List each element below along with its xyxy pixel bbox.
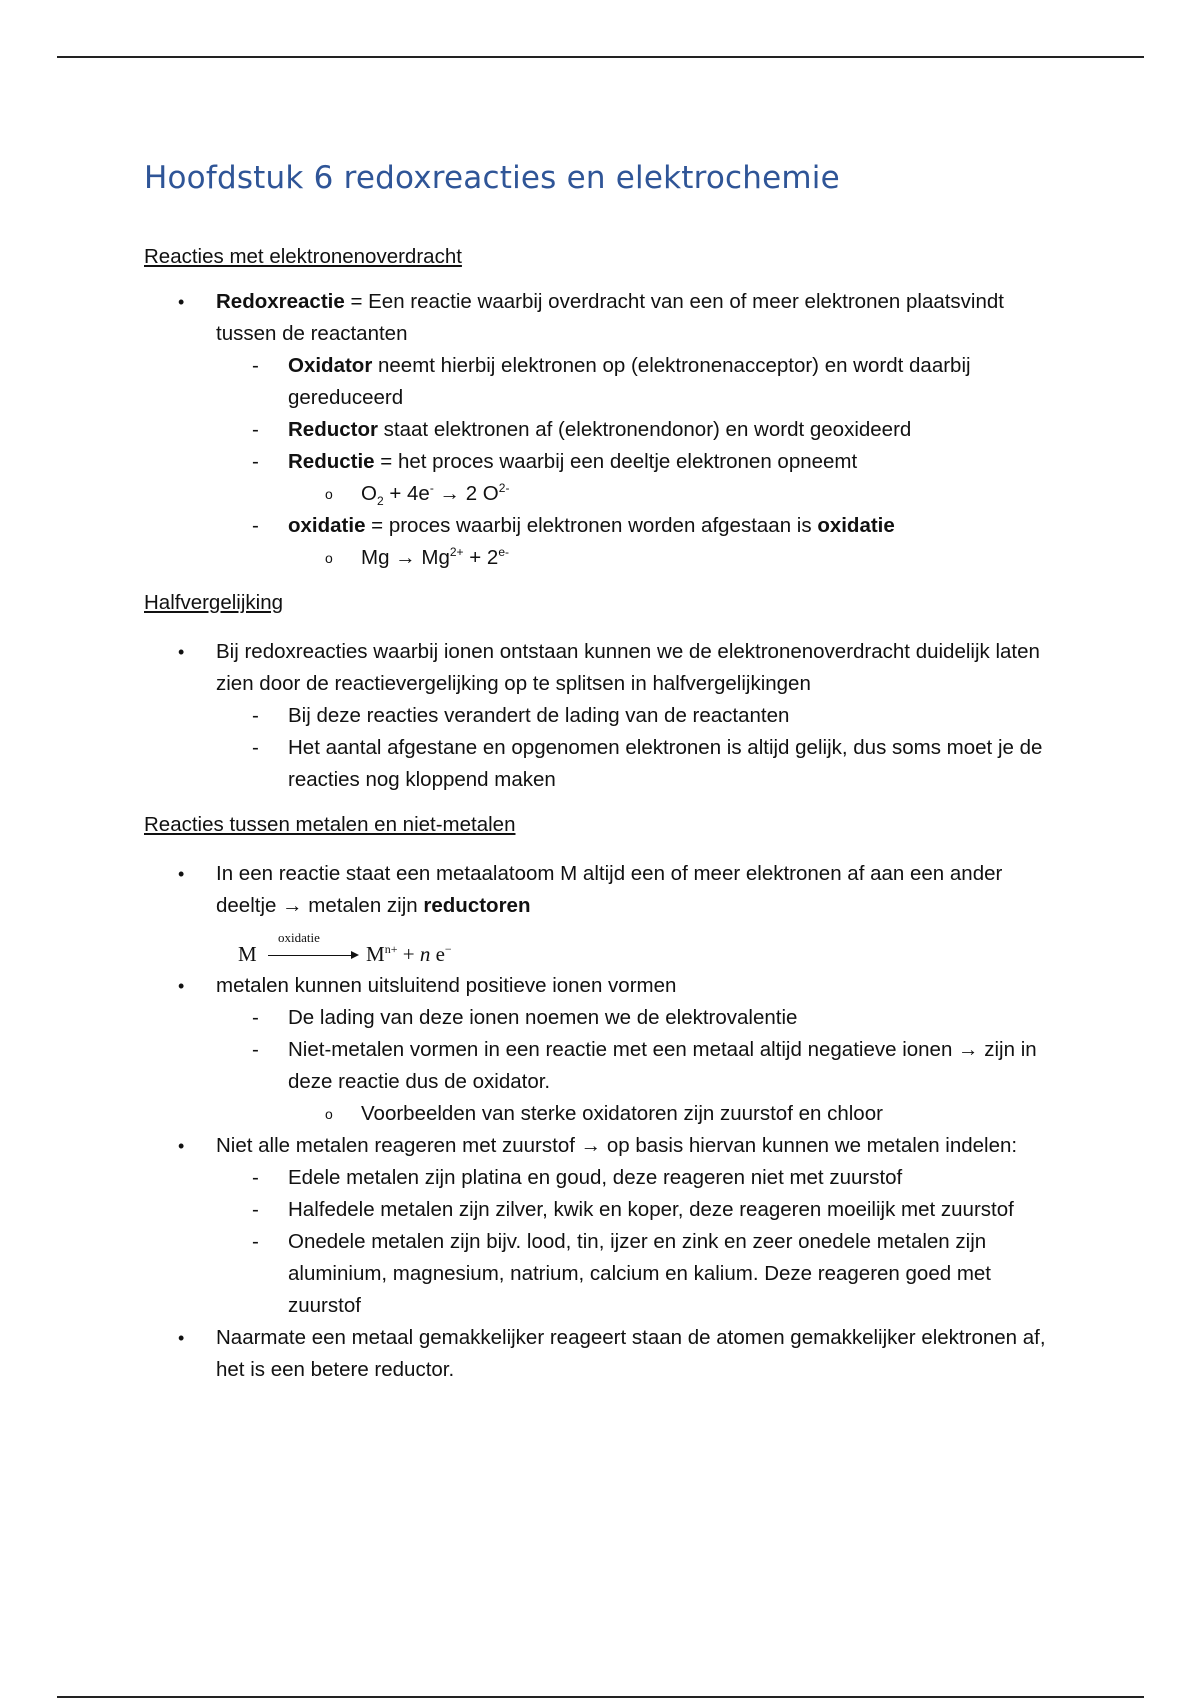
list-item-text: metalen zijn — [302, 894, 424, 917]
bullet-marker: • — [178, 292, 185, 312]
definition-text: neemt hierbij elektronen op (elektronenacceptor) en wordt daarbij gereduceerd — [288, 354, 971, 409]
list-item — [252, 732, 1054, 796]
equation-text: 2 O — [460, 482, 499, 505]
list-item-text: Halfedele metalen zijn zilver, kwik en koper, deze reageren moeilijk met zuurstof — [288, 1198, 1014, 1221]
equation-item — [325, 542, 1054, 574]
list-item-text: Naarmate een metaal gemakkelijker reageert staan de atomen gemakkelijker elektronen af, het is een betere reductor. — [216, 1326, 1046, 1381]
definition-text: staat elektronen af (elektronendonor) en wordt geoxideerd — [377, 418, 912, 441]
definition-text: = Een reactie waarbij overdracht van een of meer elektronen plaatsvindt tussen de reactanten — [216, 290, 1004, 345]
list-item — [178, 636, 1054, 700]
circle-marker: o — [325, 550, 333, 566]
definition-text: = proces waarbij elektronen worden afgestaan is — [365, 514, 818, 537]
list-item-text: Niet alle metalen reageren met zuurstof — [216, 1134, 581, 1157]
list-item — [178, 858, 1054, 922]
list-item-text: Onedele metalen zijn bijv. lood, tin, ijzer en zink en zeer onedele metalen zijn aluminium, magnesium, natrium, calcium en kalium. Deze reageren goed met zuurstof — [288, 1230, 992, 1317]
list-item — [252, 1002, 1054, 1034]
bullet-marker: • — [178, 1328, 185, 1348]
bullet-marker: • — [178, 642, 185, 662]
list-item — [178, 1322, 1054, 1386]
superscript: − — [444, 942, 452, 956]
list-item — [252, 1034, 1054, 1098]
term-reductie: Reductie — [288, 450, 375, 473]
term-redoxreactie: Redoxreactie — [216, 290, 345, 313]
list-item-text: Het aantal afgestane en opgenomen elektronen is altijd gelijk, dus soms moet je de reacties nog kloppend maken — [288, 736, 1043, 791]
subscript: 2 — [376, 494, 384, 509]
term-reductor: Reductor — [288, 418, 378, 441]
equation-text: + 4e — [383, 482, 430, 505]
list-item — [178, 1130, 1054, 1162]
equation-text: O — [361, 482, 377, 505]
document-page — [144, 160, 1054, 1386]
definition-text: = het proces waarbij een deeltje elektronen opneemt — [374, 450, 858, 473]
equation-text: Mg — [361, 546, 396, 569]
section-heading-halfvergelijking: Halfvergelijking — [144, 591, 284, 614]
equation-text: Mg — [415, 546, 450, 569]
list-item — [252, 700, 1054, 732]
term-oxidatie: oxidatie — [288, 514, 366, 537]
arrow-icon: → — [282, 894, 303, 917]
section-heading-metalen: Reacties tussen metalen en niet-metalen — [144, 813, 516, 836]
list-item-text: zijn in deze reactie dus de oxidator. — [288, 1038, 1037, 1093]
superscript: e- — [498, 545, 509, 560]
equation-item — [325, 478, 1054, 510]
list-item-text: metalen kunnen uitsluitend positieve ionen vormen — [216, 974, 677, 997]
list-item — [325, 1098, 1054, 1130]
equation-plus: + — [397, 942, 420, 966]
section-heading-elektronenoverdracht: Reacties met elektronenoverdracht — [144, 245, 462, 268]
list-item-text: Bij redoxreacties waarbij ionen ontstaan kunnen we de elektronenoverdracht duidelijk laten zien door de reactievergelijking op te splitsen in halfvergelijkingen — [216, 640, 1040, 695]
reaction-arrow-icon — [268, 955, 356, 956]
list-item — [252, 446, 1054, 478]
superscript: n+ — [384, 942, 398, 956]
list-item-text: Edele metalen zijn platina en goud, deze reageren niet met zuurstof — [288, 1166, 903, 1189]
dash-marker: - — [252, 1166, 259, 1189]
list-item-text: Voorbeelden van sterke oxidatoren zijn zuurstof en chloor — [361, 1102, 883, 1125]
list-item — [252, 1194, 1054, 1226]
term-oxidatie: oxidatie — [817, 514, 895, 537]
dash-marker: - — [252, 1198, 259, 1221]
list-item — [252, 510, 1054, 542]
dash-marker: - — [252, 354, 259, 377]
dash-marker: - — [252, 736, 259, 759]
equation-arrow-label: oxidatie — [278, 930, 320, 945]
list-item-text: De lading van deze ionen noemen we de elektrovalentie — [288, 1006, 798, 1029]
dash-marker: - — [252, 418, 259, 441]
list-item — [252, 350, 1054, 414]
page-title: Hoofdstuk 6 redoxreacties en elektrochemie — [144, 160, 840, 196]
bullet-marker: • — [178, 864, 185, 884]
arrowhead-icon — [351, 951, 359, 959]
dash-marker: - — [252, 514, 259, 537]
list-item — [178, 970, 1054, 1002]
superscript: 2+ — [449, 545, 464, 560]
equation-n: n — [419, 942, 431, 966]
list-item — [252, 414, 1054, 446]
circle-marker: o — [325, 486, 333, 502]
arrow-icon: → — [395, 546, 416, 569]
dash-marker: - — [252, 704, 259, 727]
circle-marker: o — [325, 1106, 333, 1122]
equation-metal: M — [238, 942, 257, 966]
superscript: - — [429, 481, 434, 496]
list-item-text: op basis hiervan kunnen we metalen indelen: — [601, 1134, 1018, 1157]
list-item — [178, 286, 1054, 350]
list-item-text: Niet-metalen vormen in een reactie met een metaal altijd negatieve ionen — [288, 1038, 959, 1061]
superscript: 2- — [498, 481, 510, 496]
arrow-icon: → — [580, 1134, 602, 1157]
bullet-marker: • — [178, 976, 185, 996]
list-item-text: In een reactie staat een metaalatoom M altijd een of meer elektronen af aan een ander deeltje — [216, 862, 1003, 917]
footer-rule — [57, 1696, 1144, 1698]
equation-text: + 2 — [463, 546, 499, 569]
dash-marker: - — [252, 1006, 259, 1029]
header-rule — [57, 56, 1144, 58]
bullet-marker: • — [178, 1136, 185, 1156]
dash-marker: - — [252, 450, 259, 473]
term-reductoren: reductoren — [423, 894, 531, 917]
arrow-icon: → — [958, 1038, 979, 1061]
term-oxidator: Oxidator — [288, 354, 373, 377]
list-item — [252, 1162, 1054, 1194]
equation-electron: e — [430, 942, 445, 966]
equation-ion: M — [366, 942, 385, 966]
list-item — [252, 1226, 1054, 1322]
list-item-text: Bij deze reacties verandert de lading van de reactanten — [288, 704, 790, 727]
equation-product — [366, 942, 452, 967]
arrow-icon: → — [439, 482, 461, 505]
dash-marker: - — [252, 1230, 259, 1253]
oxidation-equation — [238, 930, 1054, 970]
dash-marker: - — [252, 1038, 259, 1061]
